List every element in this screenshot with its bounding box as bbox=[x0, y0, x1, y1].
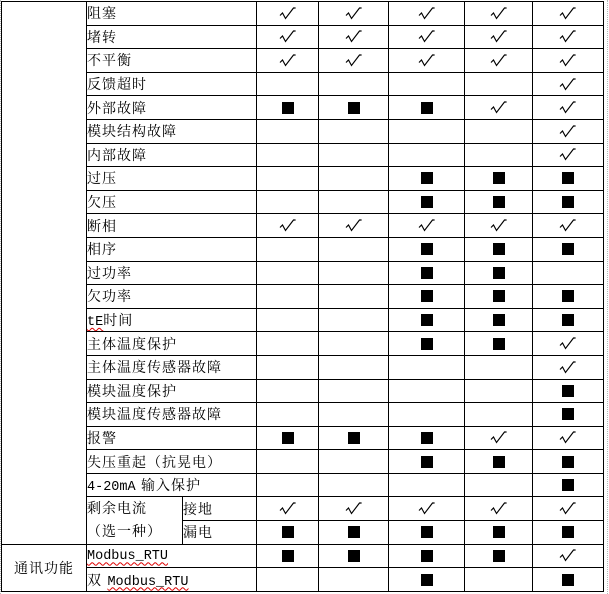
cjk-text: 外部故障 bbox=[87, 100, 147, 117]
table-row bbox=[2, 190, 604, 214]
mark-cell[interactable] bbox=[465, 2, 533, 26]
mark-cell[interactable] bbox=[389, 143, 465, 167]
mark-cell[interactable] bbox=[465, 119, 533, 143]
latin-text: tE bbox=[87, 315, 104, 331]
cjk-text: 堵转 bbox=[87, 29, 117, 46]
mark-cell[interactable] bbox=[389, 72, 465, 96]
mark-cell[interactable] bbox=[533, 544, 604, 568]
cjk-text: 阻塞 bbox=[87, 6, 117, 23]
mark-cell[interactable] bbox=[257, 332, 319, 356]
filled-square-icon bbox=[421, 267, 433, 279]
mark-cell[interactable] bbox=[533, 25, 604, 49]
feature-label-cell[interactable] bbox=[87, 379, 257, 403]
mark-cell[interactable] bbox=[389, 332, 465, 356]
table-row bbox=[2, 261, 604, 285]
cjk-text: 报警 bbox=[87, 430, 117, 447]
feature-label-cell[interactable] bbox=[87, 214, 257, 238]
mark-cell[interactable] bbox=[319, 426, 389, 450]
table-row bbox=[2, 285, 604, 309]
residual-sub-option-cell[interactable] bbox=[183, 521, 257, 545]
filled-square-icon bbox=[493, 243, 505, 255]
mark-cell[interactable] bbox=[533, 497, 604, 521]
check-icon bbox=[279, 54, 297, 67]
filled-square-icon bbox=[348, 432, 360, 444]
filled-square-icon bbox=[493, 196, 505, 208]
filled-square-icon bbox=[421, 243, 433, 255]
feature-label-cell[interactable] bbox=[87, 355, 257, 379]
check-icon bbox=[559, 361, 577, 374]
filled-square-icon bbox=[562, 196, 574, 208]
mark-cell[interactable] bbox=[465, 332, 533, 356]
mark-cell[interactable] bbox=[257, 308, 319, 332]
feature-label-cell[interactable] bbox=[87, 332, 257, 356]
mark-cell[interactable] bbox=[389, 403, 465, 427]
table-row bbox=[2, 355, 604, 379]
mark-cell[interactable] bbox=[319, 214, 389, 238]
feature-label-cell[interactable] bbox=[87, 237, 257, 261]
mark-cell[interactable] bbox=[533, 403, 604, 427]
feature-label-cell[interactable] bbox=[87, 261, 257, 285]
check-icon bbox=[559, 7, 577, 20]
check-icon bbox=[279, 502, 297, 515]
filled-square-icon bbox=[421, 432, 433, 444]
cjk-text: 漏电 bbox=[183, 525, 213, 542]
table-row bbox=[2, 497, 604, 521]
mark-cell[interactable] bbox=[533, 308, 604, 332]
cjk-text: 主体温度保护 bbox=[87, 336, 177, 353]
mark-cell[interactable] bbox=[465, 521, 533, 545]
feature-table bbox=[1, 1, 604, 592]
check-icon bbox=[559, 78, 577, 91]
feature-label-cell[interactable] bbox=[87, 568, 257, 592]
filled-square-icon bbox=[493, 290, 505, 302]
mark-cell[interactable] bbox=[533, 119, 604, 143]
mark-cell[interactable] bbox=[319, 143, 389, 167]
cjk-text: 内部故障 bbox=[87, 147, 147, 164]
mark-cell[interactable] bbox=[389, 261, 465, 285]
mark-cell[interactable] bbox=[465, 72, 533, 96]
cjk-text: 模块结构故障 bbox=[87, 124, 177, 141]
check-icon bbox=[418, 502, 436, 515]
mark-cell[interactable] bbox=[389, 426, 465, 450]
check-icon bbox=[345, 502, 363, 515]
mark-cell[interactable] bbox=[319, 473, 389, 497]
table-row bbox=[2, 96, 604, 120]
filled-square-icon bbox=[562, 172, 574, 184]
cjk-text: 双 bbox=[87, 572, 108, 589]
mark-cell[interactable] bbox=[319, 332, 389, 356]
mark-cell[interactable] bbox=[257, 190, 319, 214]
residual-sub-option-cell[interactable] bbox=[183, 497, 257, 521]
check-icon bbox=[559, 502, 577, 515]
mark-cell[interactable] bbox=[533, 96, 604, 120]
protection-group-cell[interactable] bbox=[2, 2, 87, 545]
table-row bbox=[2, 119, 604, 143]
check-icon bbox=[559, 54, 577, 67]
mark-cell[interactable] bbox=[257, 497, 319, 521]
filled-square-icon bbox=[282, 526, 294, 538]
mark-cell[interactable] bbox=[533, 426, 604, 450]
filled-square-icon bbox=[421, 550, 433, 562]
mark-cell[interactable] bbox=[319, 450, 389, 474]
mark-cell[interactable] bbox=[465, 49, 533, 73]
mark-cell[interactable] bbox=[389, 473, 465, 497]
mark-cell[interactable] bbox=[533, 261, 604, 285]
mark-cell[interactable] bbox=[257, 261, 319, 285]
check-icon bbox=[559, 431, 577, 444]
check-icon bbox=[490, 502, 508, 515]
check-icon bbox=[559, 30, 577, 43]
feature-table-body bbox=[2, 2, 604, 592]
mark-cell[interactable] bbox=[533, 473, 604, 497]
mark-cell[interactable] bbox=[465, 426, 533, 450]
filled-square-icon bbox=[421, 338, 433, 350]
mark-cell[interactable] bbox=[389, 49, 465, 73]
mark-cell[interactable] bbox=[319, 119, 389, 143]
mark-cell[interactable] bbox=[257, 568, 319, 592]
mark-cell[interactable] bbox=[389, 119, 465, 143]
check-icon bbox=[490, 7, 508, 20]
check-icon bbox=[559, 101, 577, 114]
mark-cell[interactable] bbox=[257, 473, 319, 497]
mark-cell[interactable] bbox=[389, 544, 465, 568]
mark-cell[interactable] bbox=[319, 285, 389, 309]
check-icon bbox=[559, 219, 577, 232]
cjk-text: 时间 bbox=[103, 313, 134, 330]
latin-text: Modbus_RTU bbox=[87, 549, 169, 565]
filled-square-icon bbox=[421, 526, 433, 538]
filled-square-icon bbox=[282, 550, 294, 562]
check-icon bbox=[490, 101, 508, 114]
mark-cell[interactable] bbox=[533, 190, 604, 214]
table-row bbox=[2, 49, 604, 73]
cjk-text: 输入保护 bbox=[135, 478, 202, 495]
check-icon bbox=[279, 30, 297, 43]
mark-cell[interactable] bbox=[319, 190, 389, 214]
feature-label-cell[interactable] bbox=[87, 96, 257, 120]
table-row bbox=[2, 473, 604, 497]
mark-cell[interactable] bbox=[389, 450, 465, 474]
feature-label-cell[interactable] bbox=[87, 544, 257, 568]
filled-square-icon bbox=[348, 526, 360, 538]
mark-cell[interactable] bbox=[257, 49, 319, 73]
mark-cell[interactable] bbox=[257, 450, 319, 474]
mark-cell[interactable] bbox=[465, 167, 533, 191]
filled-square-icon bbox=[348, 102, 360, 114]
residual-current-cell[interactable] bbox=[87, 497, 183, 544]
right-margin-guide bbox=[607, 0, 608, 594]
mark-cell[interactable] bbox=[257, 237, 319, 261]
feature-label-cell[interactable] bbox=[87, 2, 257, 26]
check-icon bbox=[490, 30, 508, 43]
mark-cell[interactable] bbox=[319, 237, 389, 261]
mark-cell[interactable] bbox=[465, 544, 533, 568]
check-icon bbox=[490, 431, 508, 444]
table-row bbox=[2, 544, 604, 568]
mark-cell[interactable] bbox=[319, 49, 389, 73]
mark-cell[interactable] bbox=[465, 237, 533, 261]
feature-label-cell[interactable] bbox=[87, 25, 257, 49]
mark-cell[interactable] bbox=[319, 379, 389, 403]
table-row bbox=[2, 237, 604, 261]
mark-cell[interactable] bbox=[533, 450, 604, 474]
cjk-text: 失压重起（抗晃电） bbox=[87, 454, 222, 471]
mark-cell[interactable] bbox=[257, 96, 319, 120]
filled-square-icon bbox=[562, 314, 574, 326]
table-row bbox=[2, 167, 604, 191]
mark-cell[interactable] bbox=[389, 25, 465, 49]
filled-square-icon bbox=[421, 574, 433, 586]
mark-cell[interactable] bbox=[465, 143, 533, 167]
check-icon bbox=[279, 7, 297, 20]
check-icon bbox=[490, 219, 508, 232]
mark-cell[interactable] bbox=[257, 544, 319, 568]
feature-label-cell[interactable] bbox=[87, 403, 257, 427]
mark-cell[interactable] bbox=[533, 521, 604, 545]
mark-cell[interactable] bbox=[319, 2, 389, 26]
mark-cell[interactable] bbox=[319, 261, 389, 285]
filled-square-icon bbox=[562, 243, 574, 255]
filled-square-icon bbox=[421, 196, 433, 208]
mark-cell[interactable] bbox=[465, 261, 533, 285]
table-row bbox=[2, 143, 604, 167]
mark-cell[interactable] bbox=[533, 237, 604, 261]
table-row bbox=[2, 332, 604, 356]
table-row bbox=[2, 25, 604, 49]
mark-cell[interactable] bbox=[319, 167, 389, 191]
mark-cell[interactable] bbox=[389, 214, 465, 238]
comm-group-cell[interactable] bbox=[2, 544, 87, 591]
mark-cell[interactable] bbox=[257, 72, 319, 96]
cjk-text: 模块温度传感器故障 bbox=[87, 407, 222, 424]
mark-cell[interactable] bbox=[465, 403, 533, 427]
check-icon bbox=[345, 30, 363, 43]
mark-cell[interactable] bbox=[533, 285, 604, 309]
mark-cell[interactable] bbox=[319, 403, 389, 427]
feature-label-cell[interactable] bbox=[87, 285, 257, 309]
mark-cell[interactable] bbox=[257, 355, 319, 379]
mark-cell[interactable] bbox=[533, 49, 604, 73]
mark-cell[interactable] bbox=[389, 237, 465, 261]
filled-square-icon bbox=[493, 338, 505, 350]
mark-cell[interactable] bbox=[389, 96, 465, 120]
mark-cell[interactable] bbox=[465, 96, 533, 120]
mark-cell[interactable] bbox=[389, 497, 465, 521]
filled-square-icon bbox=[421, 456, 433, 468]
check-icon bbox=[559, 549, 577, 562]
cjk-text: 过功率 bbox=[87, 265, 132, 282]
mark-cell[interactable] bbox=[389, 2, 465, 26]
mark-cell[interactable] bbox=[533, 214, 604, 238]
check-icon bbox=[418, 7, 436, 20]
filled-square-icon bbox=[562, 290, 574, 302]
mark-cell[interactable] bbox=[319, 568, 389, 592]
filled-square-icon bbox=[493, 550, 505, 562]
filled-square-icon bbox=[421, 102, 433, 114]
mark-cell[interactable] bbox=[319, 521, 389, 545]
feature-label-cell[interactable] bbox=[87, 49, 257, 73]
table-row bbox=[2, 308, 604, 332]
mark-cell[interactable] bbox=[465, 473, 533, 497]
mark-cell[interactable] bbox=[465, 308, 533, 332]
mark-cell[interactable] bbox=[319, 96, 389, 120]
filled-square-icon bbox=[421, 290, 433, 302]
feature-label-cell[interactable] bbox=[87, 473, 257, 497]
filled-square-icon bbox=[493, 526, 505, 538]
filled-square-icon bbox=[493, 172, 505, 184]
feature-label-cell[interactable] bbox=[87, 167, 257, 191]
mark-cell[interactable] bbox=[257, 143, 319, 167]
check-icon bbox=[418, 30, 436, 43]
mark-cell[interactable] bbox=[389, 167, 465, 191]
cjk-text: 欠功率 bbox=[87, 289, 132, 306]
filled-square-icon bbox=[493, 267, 505, 279]
mark-cell[interactable] bbox=[533, 167, 604, 191]
filled-square-icon bbox=[562, 456, 574, 468]
check-icon bbox=[559, 337, 577, 350]
residual-current-label-line: （选一种） bbox=[87, 523, 162, 540]
filled-square-icon bbox=[282, 102, 294, 114]
mark-cell[interactable] bbox=[257, 2, 319, 26]
mark-cell[interactable] bbox=[533, 72, 604, 96]
mark-cell[interactable] bbox=[533, 332, 604, 356]
mark-cell[interactable] bbox=[465, 450, 533, 474]
cjk-text: 过压 bbox=[87, 171, 117, 188]
mark-cell[interactable] bbox=[533, 2, 604, 26]
mark-cell[interactable] bbox=[389, 521, 465, 545]
mark-cell[interactable] bbox=[319, 72, 389, 96]
mark-cell[interactable] bbox=[465, 568, 533, 592]
table-row bbox=[2, 379, 604, 403]
feature-label-cell[interactable] bbox=[87, 143, 257, 167]
mark-cell[interactable] bbox=[465, 25, 533, 49]
check-icon bbox=[559, 125, 577, 138]
table-row bbox=[2, 426, 604, 450]
mark-cell[interactable] bbox=[533, 143, 604, 167]
check-icon bbox=[345, 219, 363, 232]
feature-label-cell[interactable] bbox=[87, 190, 257, 214]
filled-square-icon bbox=[562, 385, 574, 397]
mark-cell[interactable] bbox=[389, 379, 465, 403]
comm-group-label: 通讯功能 bbox=[14, 560, 74, 577]
check-icon bbox=[279, 219, 297, 232]
check-icon bbox=[418, 54, 436, 67]
mark-cell[interactable] bbox=[257, 119, 319, 143]
mark-cell[interactable] bbox=[257, 25, 319, 49]
filled-square-icon bbox=[562, 408, 574, 420]
table-row bbox=[2, 568, 604, 592]
filled-square-icon bbox=[493, 456, 505, 468]
cjk-text: 不平衡 bbox=[87, 53, 132, 70]
latin-text: Modbus_RTU bbox=[107, 574, 189, 590]
mark-cell[interactable] bbox=[465, 285, 533, 309]
mark-cell[interactable] bbox=[465, 379, 533, 403]
mark-cell[interactable] bbox=[465, 214, 533, 238]
cjk-text: 接地 bbox=[183, 501, 213, 518]
table-row bbox=[2, 2, 604, 26]
check-icon bbox=[418, 219, 436, 232]
mark-cell[interactable] bbox=[319, 25, 389, 49]
filled-square-icon bbox=[421, 172, 433, 184]
feature-label-cell[interactable] bbox=[87, 308, 257, 332]
mark-cell[interactable] bbox=[533, 379, 604, 403]
table-row bbox=[2, 403, 604, 427]
mark-cell[interactable] bbox=[465, 497, 533, 521]
filled-square-icon bbox=[282, 432, 294, 444]
cjk-text: 欠压 bbox=[87, 195, 117, 212]
cjk-text: 模块温度保护 bbox=[87, 383, 177, 400]
filled-square-icon bbox=[493, 314, 505, 326]
mark-cell[interactable] bbox=[257, 426, 319, 450]
residual-current-label-line: 剩余电流 bbox=[87, 500, 147, 517]
mark-cell[interactable] bbox=[389, 568, 465, 592]
mark-cell[interactable] bbox=[257, 521, 319, 545]
cjk-text: 相序 bbox=[87, 242, 117, 259]
filled-square-icon bbox=[421, 314, 433, 326]
mark-cell[interactable] bbox=[257, 214, 319, 238]
latin-text: 4-20mA bbox=[87, 480, 136, 496]
check-icon bbox=[345, 7, 363, 20]
filled-square-icon bbox=[562, 479, 574, 491]
filled-square-icon bbox=[348, 550, 360, 562]
mark-cell[interactable] bbox=[465, 190, 533, 214]
mark-cell[interactable] bbox=[533, 355, 604, 379]
check-icon bbox=[559, 148, 577, 161]
table-row bbox=[2, 214, 604, 238]
table-row bbox=[2, 72, 604, 96]
mark-cell[interactable] bbox=[389, 308, 465, 332]
cjk-text: 断相 bbox=[87, 218, 117, 235]
mark-cell[interactable] bbox=[319, 544, 389, 568]
mark-cell[interactable] bbox=[257, 379, 319, 403]
mark-cell[interactable] bbox=[465, 355, 533, 379]
filled-square-icon bbox=[562, 526, 574, 538]
mark-cell[interactable] bbox=[389, 355, 465, 379]
mark-cell[interactable] bbox=[533, 568, 604, 592]
check-icon bbox=[345, 54, 363, 67]
mark-cell[interactable] bbox=[257, 403, 319, 427]
cjk-text: 主体温度传感器故障 bbox=[87, 360, 222, 377]
filled-square-icon bbox=[562, 574, 574, 586]
mark-cell[interactable] bbox=[319, 497, 389, 521]
mark-cell[interactable] bbox=[389, 285, 465, 309]
mark-cell[interactable] bbox=[389, 190, 465, 214]
feature-label-cell[interactable] bbox=[87, 119, 257, 143]
mark-cell[interactable] bbox=[319, 355, 389, 379]
mark-cell[interactable] bbox=[257, 167, 319, 191]
feature-label-cell[interactable] bbox=[87, 72, 257, 96]
feature-label-cell[interactable] bbox=[87, 450, 257, 474]
check-icon bbox=[490, 54, 508, 67]
feature-label-cell[interactable] bbox=[87, 426, 257, 450]
table-row bbox=[2, 450, 604, 474]
cjk-text: 反馈超时 bbox=[87, 77, 147, 94]
mark-cell[interactable] bbox=[319, 308, 389, 332]
mark-cell[interactable] bbox=[257, 285, 319, 309]
